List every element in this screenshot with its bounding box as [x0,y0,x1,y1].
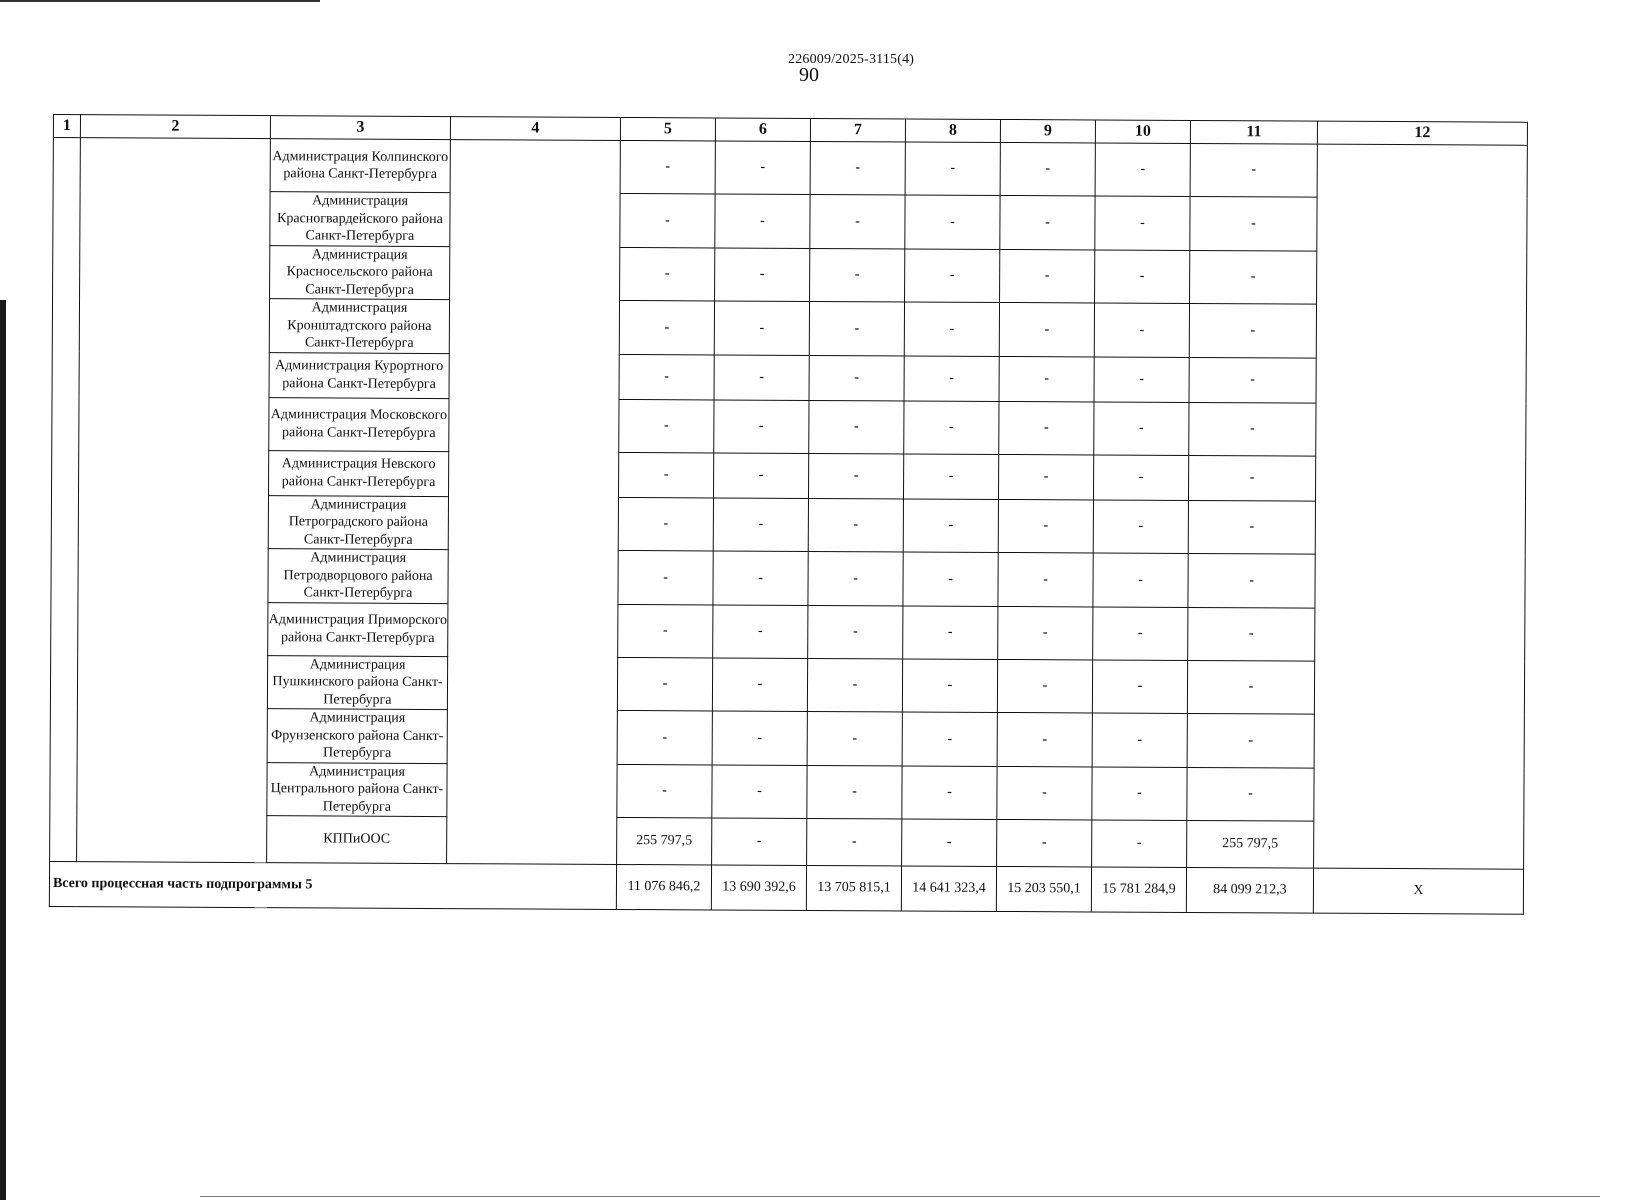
executor-name-cell: Администрация Фрунзенского района Санкт-Петербурга [267,709,447,763]
value-cell-col-9: - [1000,142,1095,195]
value-cell-col-8: - [903,605,998,658]
table-row [52,298,1526,359]
value-cell-col-9: - [998,606,1093,659]
value-cell-col-8: - [903,498,998,552]
value-cell-col-6: - [715,141,810,194]
value-cell-col-7: - [807,818,902,865]
scan-edge-bottom [200,1196,1600,1197]
value-cell-col-5: - [619,399,714,452]
column-header-7: 7 [810,118,905,141]
value-cell-col-8: - [905,195,1000,249]
value-cell-col-8: - [904,400,999,453]
table-row [53,138,1527,199]
value-cell-col-6: - [712,657,807,711]
col-1-merged-cell [50,138,81,862]
column-header-9: 9 [1000,119,1095,142]
value-cell-col-10: - [1093,499,1188,553]
total-col-12-cell: X [1313,868,1523,914]
executor-name-cell: Администрация Московского района Санкт-Петербурга [269,397,449,451]
value-cell-col-10: - [1092,659,1187,713]
value-cell-col-7: - [808,551,903,605]
table-row [52,396,1526,457]
column-header-5: 5 [620,117,715,140]
value-cell-col-9: - [999,302,1094,356]
value-cell-col-5: - [619,300,714,354]
value-cell-col-7: - [808,605,903,658]
value-cell-col-6: - [714,452,809,497]
value-cell-col-11: - [1189,357,1316,403]
value-cell-col-10: - [1092,820,1187,867]
table-row [53,244,1527,305]
value-cell-col-5: - [617,710,712,764]
value-cell-col-9: - [997,766,1092,820]
value-cell-col-8: - [904,355,999,400]
executor-name-cell: Администрация Приморского района Санкт-Петербурга [268,602,448,656]
executor-name-cell: Администрация Красносельского района Санкт-Петербурга [270,245,450,299]
column-header-4: 4 [450,117,620,141]
value-cell-col-9: - [998,454,1093,499]
value-cell-col-7: - [810,194,905,248]
value-cell-col-11: - [1188,607,1315,661]
total-row [49,861,1523,914]
value-cell-col-5: - [618,497,713,551]
executor-name-cell: Администрация Центрального района Санкт-Петербурга [267,762,447,816]
value-cell-col-8: - [902,712,997,766]
value-cell-col-10: - [1094,401,1189,454]
executor-name-cell: Администрация Пушкинского района Санкт-Петербурга [267,655,447,709]
value-cell-col-6: - [712,711,807,765]
value-cell-col-9: - [1000,195,1095,249]
value-cell-col-9: - [1000,249,1095,303]
value-cell-col-10: - [1092,713,1187,767]
total-label: Всего процессная часть подпрограммы 5 [49,861,616,909]
value-cell-col-11: - [1188,553,1315,607]
value-cell-col-6: - [715,247,810,301]
total-value-col-5: 11 076 846,2 [616,864,711,909]
executor-name-cell: КППиООС [267,816,447,864]
value-cell-col-10: - [1093,606,1188,659]
table-row [50,761,1524,822]
value-cell-col-6: - [714,399,809,452]
value-cell-col-5: - [617,657,712,711]
value-cell-col-11: - [1187,713,1314,767]
table-body [49,115,1527,915]
value-cell-col-9: - [998,552,1093,606]
table-row [50,814,1524,869]
table-row [53,191,1527,252]
value-cell-col-11: - [1188,500,1315,554]
table-row [50,654,1524,715]
column-header-11: 11 [1190,120,1317,144]
total-value-col-6: 13 690 392,6 [711,865,806,910]
value-cell-col-9: - [999,401,1094,454]
value-cell-col-5: - [619,452,714,497]
budget-table [49,114,1528,915]
value-cell-col-7: - [807,658,902,712]
value-cell-col-5: - [618,550,713,604]
column-header-8: 8 [905,119,1000,142]
table-row [52,351,1526,404]
value-cell-col-7: - [807,765,902,819]
executor-name-cell: Администрация Петродворцового района Санкт-Петербурга [268,549,448,603]
total-value-col-11: 84 099 212,3 [1186,867,1313,913]
total-value-col-9: 15 203 550,1 [996,866,1091,911]
value-cell-col-6: - [712,818,807,865]
total-value-col-8: 14 641 323,4 [901,866,996,911]
value-cell-col-5: 255 797,5 [617,817,712,864]
value-cell-col-9: - [997,659,1092,713]
value-cell-col-7: - [810,248,905,302]
column-header-2: 2 [80,115,270,139]
value-cell-col-8: - [905,142,1000,195]
scan-edge-top [0,0,320,2]
value-cell-col-11: - [1190,196,1317,250]
value-cell-col-7: - [808,498,903,552]
executor-name-cell: Администрация Красногвардейского района Санкт-Петербурга [270,192,450,246]
value-cell-col-11: - [1187,767,1314,821]
value-cell-col-10: - [1093,454,1188,499]
value-cell-col-5: - [618,604,713,657]
col-12-merged-cell [1314,144,1528,869]
column-header-3: 3 [270,116,450,140]
executor-name-cell: Администрация Колпинского района Санкт-Петербурга [270,139,450,193]
value-cell-col-5: - [620,140,715,193]
value-cell-col-8: - [902,658,997,712]
page-number: 90 [799,64,819,86]
value-cell-col-8: - [902,819,997,866]
value-cell-col-8: - [902,765,997,819]
total-value-col-7: 13 705 815,1 [806,865,901,910]
document-registration-number: 226009/2025-3115(4) [788,52,915,67]
col-4-merged-cell [447,140,621,865]
value-cell-col-6: - [714,301,809,355]
value-cell-col-6: - [714,354,809,399]
executor-name-cell: Администрация Кронштадтского района Санкт-Петербурга [269,299,449,353]
value-cell-col-7: - [807,711,902,765]
value-cell-col-7: - [810,141,905,194]
value-cell-col-10: - [1095,249,1190,303]
value-cell-col-5: - [617,764,712,818]
value-cell-col-5: - [620,247,715,301]
executor-name-cell: Администрация Курортного района Санкт-Петербурга [269,352,449,398]
value-cell-col-8: - [903,552,998,606]
value-cell-col-8: - [903,453,998,498]
column-header-12: 12 [1317,121,1527,145]
value-cell-col-10: - [1093,553,1188,607]
value-cell-col-11: - [1187,660,1314,714]
value-cell-col-11: - [1190,143,1317,197]
value-cell-col-11: - [1190,250,1317,304]
value-cell-col-5: - [619,354,714,399]
value-cell-col-6: - [713,551,808,605]
value-cell-col-7: - [809,355,904,400]
column-header-1: 1 [53,115,80,138]
value-cell-col-10: - [1094,356,1189,401]
value-cell-col-7: - [809,400,904,453]
value-cell-col-9: - [997,712,1092,766]
value-cell-col-10: - [1094,303,1189,357]
scan-edge-left [0,300,6,1200]
value-cell-col-9: - [999,356,1094,401]
value-cell-col-10: - [1095,143,1190,196]
column-header-6: 6 [715,118,810,141]
value-cell-col-10: - [1095,196,1190,250]
executor-name-cell: Администрация Петроградского района Санкт-Петербурга [268,495,448,549]
value-cell-col-11: 255 797,5 [1187,820,1314,868]
value-cell-col-10: - [1092,766,1187,820]
col-2-merged-cell [77,138,271,863]
column-header-10: 10 [1095,120,1190,143]
value-cell-col-6: - [712,764,807,818]
value-cell-col-11: - [1189,303,1316,357]
value-cell-col-9: - [997,819,1092,866]
value-cell-col-9: - [998,499,1093,553]
value-cell-col-7: - [809,301,904,355]
value-cell-col-11: - [1188,455,1315,501]
value-cell-col-7: - [808,453,903,498]
value-cell-col-6: - [713,497,808,551]
executor-name-cell: Администрация Невского района Санкт-Петербурга [269,450,449,496]
total-value-col-10: 15 781 284,9 [1091,867,1186,912]
value-cell-col-8: - [905,248,1000,302]
value-cell-col-5: - [620,193,715,247]
value-cell-col-6: - [715,194,810,248]
value-cell-col-8: - [904,302,999,356]
table-row [50,707,1524,768]
table-row [52,449,1526,502]
value-cell-col-6: - [713,604,808,657]
table-row [51,601,1525,662]
table-row [51,547,1525,608]
value-cell-col-11: - [1189,402,1316,456]
table-row [51,494,1525,555]
